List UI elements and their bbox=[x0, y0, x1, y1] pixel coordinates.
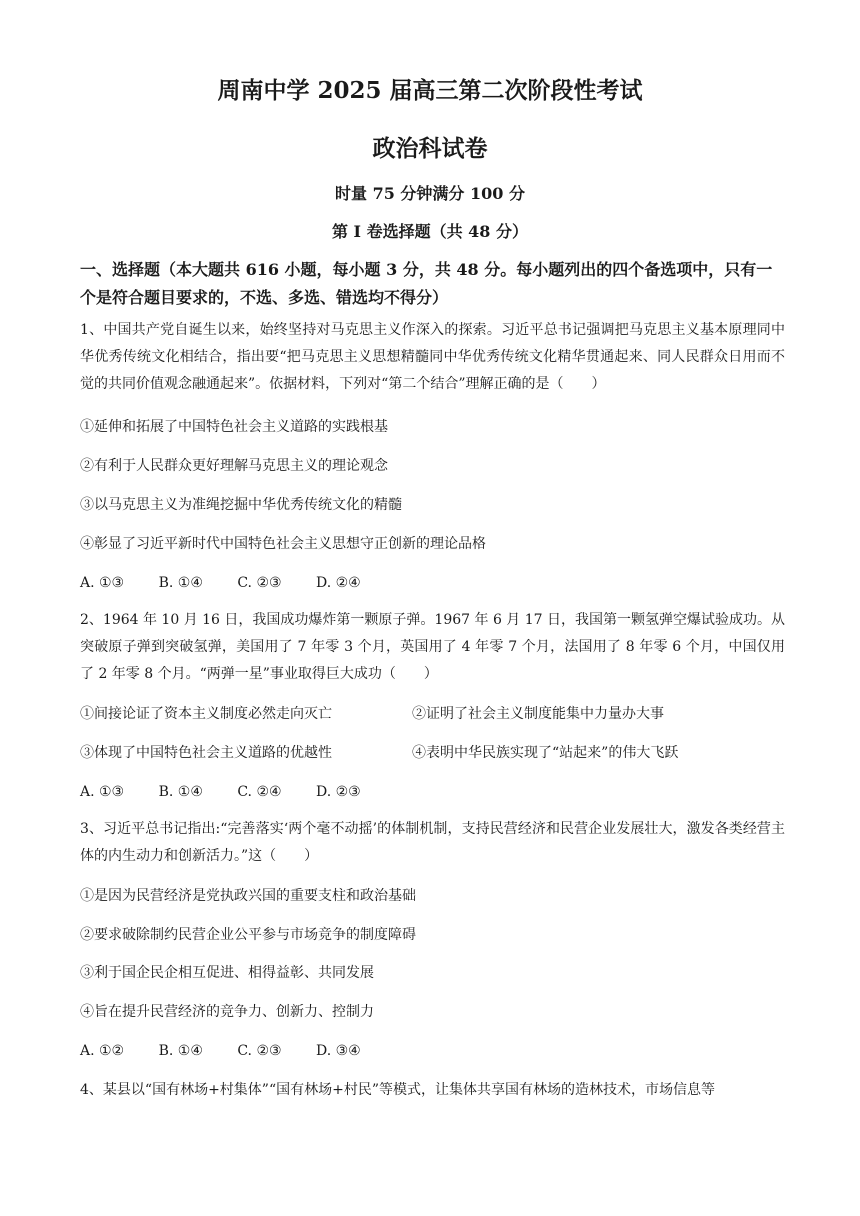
option-d: D. ②③ bbox=[316, 784, 361, 800]
question-3-statement-2: ②要求破除制约民营企业公平参与市场竞争的制度障碍 bbox=[80, 927, 416, 943]
option-a: A. ①③ bbox=[80, 575, 125, 591]
question-3-statement-3: ③利于国企民企相互促进、相得益彰、共同发展 bbox=[80, 965, 374, 981]
option-b: B. ①④ bbox=[158, 784, 203, 800]
section-heading: 一、选择题（本大题共 616 小题，每小题 3 分，共 48 分。每小题列出的四个备选项中，只有一个是符合题目要求的，不选、多选、错选均不得分） bbox=[80, 260, 773, 307]
question-3-statement-1: ①是因为民营经济是党执政兴国的重要支柱和政治基础 bbox=[80, 888, 416, 904]
option-c: C. ②③ bbox=[237, 1043, 282, 1059]
question-2-statement-2: ②证明了社会主义制度能集中力量办大事 bbox=[412, 706, 664, 722]
option-c: C. ②④ bbox=[237, 784, 282, 800]
option-b: B. ①④ bbox=[158, 1043, 203, 1059]
question-1-statement-2: ②有利于人民群众更好理解马克思主义的理论观念 bbox=[80, 458, 388, 474]
question-3-statement-4: ④旨在提升民营经济的竞争力、创新力、控制力 bbox=[80, 1004, 374, 1020]
exam-title: 周南中学 2025 届高三第二次阶段性考试 bbox=[217, 77, 643, 104]
time-info: 时量 75 分钟满分 100 分 bbox=[335, 184, 525, 203]
question-3-options bbox=[80, 1041, 361, 1061]
subject-title: 政治科试卷 bbox=[372, 135, 488, 162]
option-a: A. ①② bbox=[80, 1043, 125, 1059]
question-2-stem: 2、1964 年 10 月 16 日，我国成功爆炸第一颗原子弹。1967 年 6 月 17 日，我国第一颗氢弹空爆试验成功。从突破原子弹到突破氢弹，美国用了 7 年零 3 个月，英国用了 4 年零 7 个月，法国用了 8 年零 6 个月，中国仅用了 2 年零 8 个月。“两弹一星”事业取得巨大成功（ ） bbox=[80, 612, 786, 682]
question-2-statement-3: ③体现了中国特色社会主义道路的优越性 bbox=[80, 745, 332, 761]
question-1-stem: 1、中国共产党自诞生以来，始终坚持对马克思主义作深入的探索。习近平总书记强调把马克思主义基本原理同中华优秀传统文化相结合，指出要“把马克思主义思想精髓同中华优秀传统文化精华贯通起来、同人民群众日用而不觉的共同价值观念融通起来”。依据材料，下列对“第二个结合”理解正确的是（ ） bbox=[80, 322, 785, 392]
question-1-statement-1: ①延伸和拓展了中国特色社会主义道路的实践根基 bbox=[80, 419, 388, 435]
question-1-options bbox=[80, 573, 361, 593]
question-2-statement-1: ①间接论证了资本主义制度必然走向灭亡 bbox=[80, 706, 332, 722]
option-a: A. ①③ bbox=[80, 784, 125, 800]
part-title: 第 I 卷选择题（共 48 分） bbox=[331, 222, 529, 241]
question-2-statement-4: ④表明中华民族实现了“站起来”的伟大飞跃 bbox=[412, 745, 679, 761]
option-c: C. ②③ bbox=[237, 575, 282, 591]
option-d: D. ③④ bbox=[316, 1043, 361, 1059]
question-2-options bbox=[80, 782, 361, 802]
question-3-stem: 3、习近平总书记指出:“完善落实‘两个毫不动摇’的体制机制，支持民营经济和民营企业发展壮大，激发各类经营主体的内生动力和创新活力。”这（ ） bbox=[80, 821, 785, 864]
question-4-stem: 4、某县以“国有林场+村集体”“国有林场+村民”等模式，让集体共享国有林场的造林技术，市场信息等 bbox=[80, 1082, 715, 1098]
option-b: B. ①④ bbox=[158, 575, 203, 591]
option-d: D. ②④ bbox=[316, 575, 361, 591]
question-1-statement-4: ④彰显了习近平新时代中国特色社会主义思想守正创新的理论品格 bbox=[80, 536, 486, 552]
question-1-statement-3: ③以马克思主义为准绳挖掘中华优秀传统文化的精髓 bbox=[80, 497, 402, 513]
